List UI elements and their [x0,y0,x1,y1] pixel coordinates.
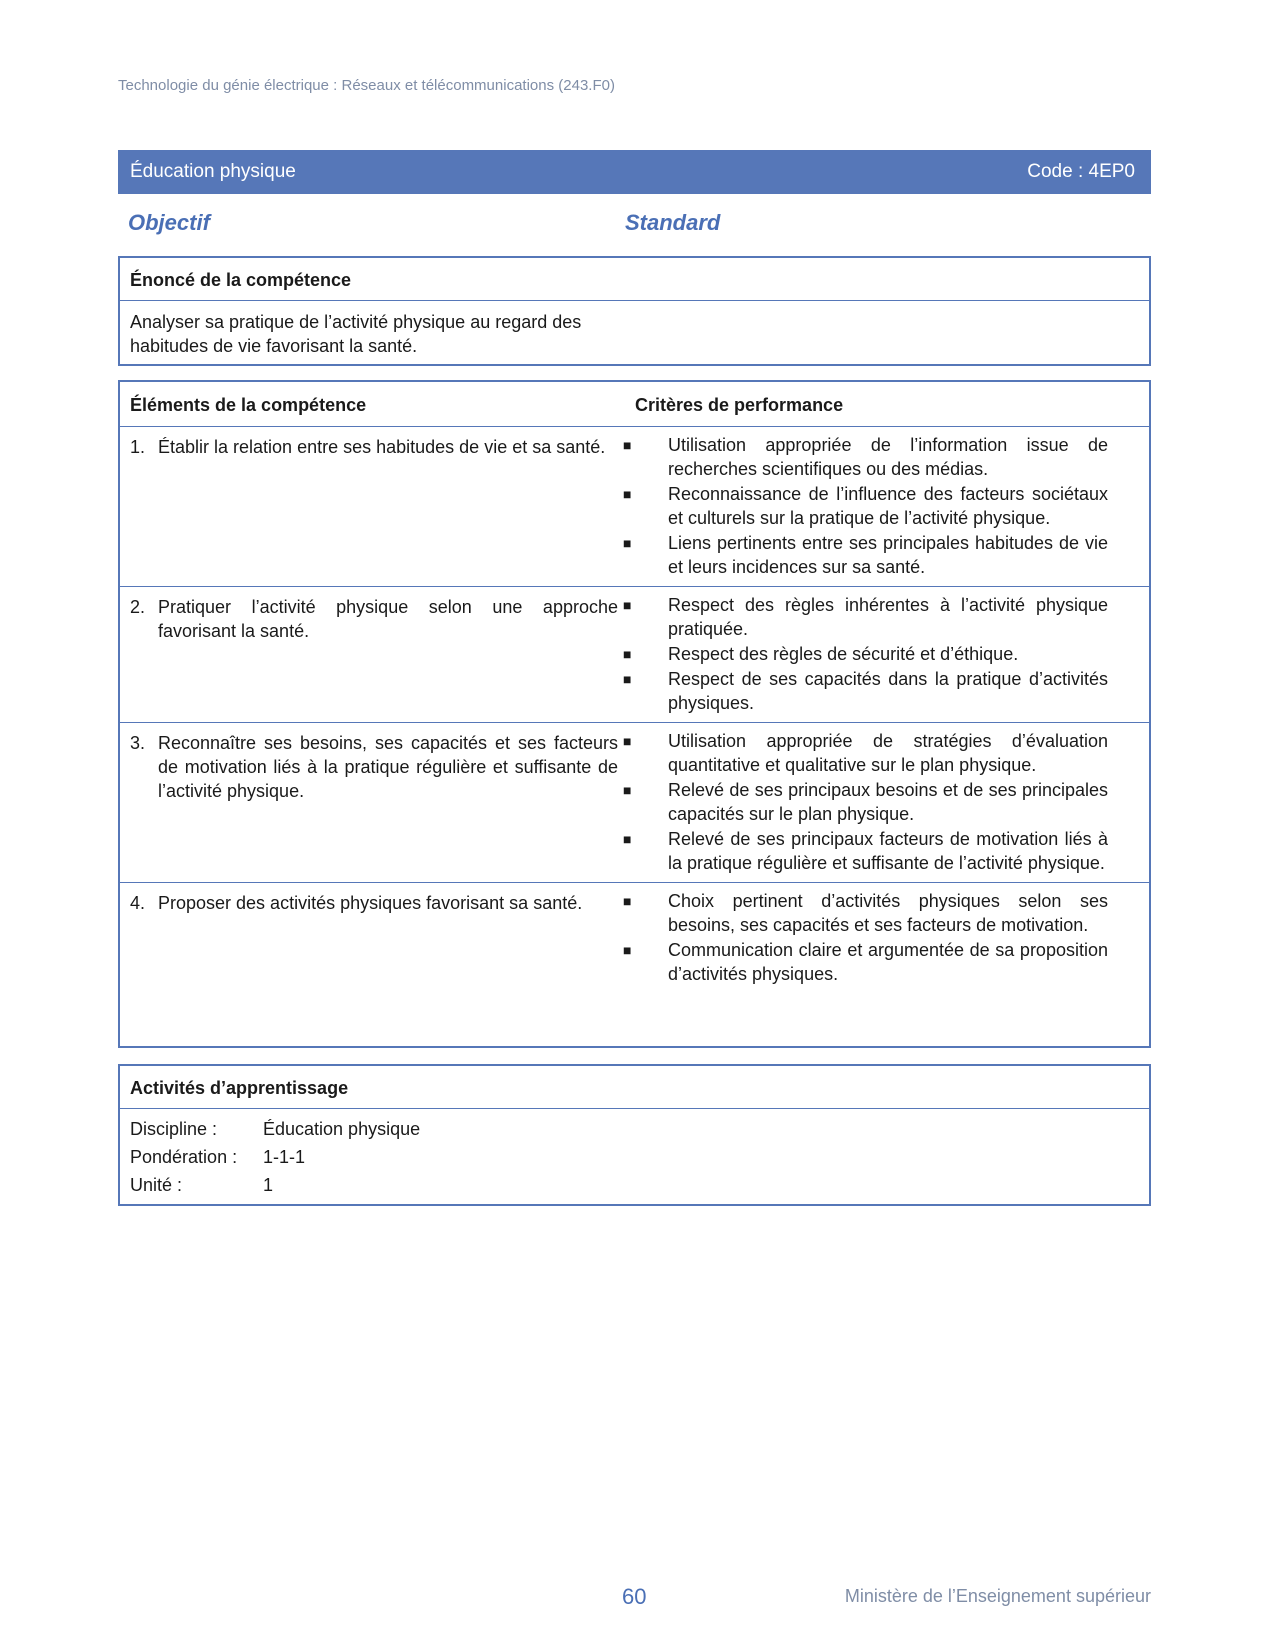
criterion-item [621,642,1111,666]
activities-heading: Activités d’apprentissage [120,1066,1149,1109]
standard-label: Standard [625,210,721,235]
ponderation-label: Pondération : [130,1147,238,1167]
bullet-icon: ■ [623,671,632,687]
table-body [120,427,1149,993]
criterion-item [621,827,1111,875]
criterion-text: Utilisation appropriée de stratégies d’évaluation quantitative et qualitative sur le plan physique. [668,731,1108,775]
statement-heading: Énoncé de la compétence [120,258,1149,301]
element-text: Pratiquer l’activité physique selon une approche favorisant la santé. [158,597,618,641]
objective-standard-row [128,210,1128,240]
running-head: Technologie du génie électrique : Réseaux et télécommunications (243.F0) [118,77,615,94]
discipline-value: Éducation physique [263,1119,421,1139]
criterion-item [621,729,1111,777]
criterion-item [621,433,1111,481]
criterion-item [621,938,1111,986]
unite-value: 1 [263,1175,274,1195]
table-row [120,883,1149,993]
element-cell [120,723,625,882]
course-banner [118,150,1151,194]
criteria-cell [621,587,1111,722]
bullet-icon: ■ [623,486,632,502]
bullet-icon: ■ [623,437,632,453]
col-criteria-header: Critères de performance [635,395,844,415]
element-text: Établir la relation entre ses habitudes de vie et sa santé. [158,437,606,457]
criterion-item [621,593,1111,641]
criterion-text: Communication claire et argumentée de sa proposition d’activités physiques. [668,940,1108,984]
bullet-icon: ■ [623,782,632,798]
element-number: 3. [130,733,146,753]
criterion-text: Relevé de ses principaux besoins et de ses principales capacités sur le plan physique. [668,780,1108,824]
bullet-icon: ■ [623,831,632,847]
criteria-cell [621,427,1111,586]
element-cell [120,427,625,586]
element-number: 2. [130,597,146,617]
criterion-text: Reconnaissance de l’influence des facteurs sociétaux et culturels sur la pratique de l’activité physique. [668,484,1108,528]
table-row [120,723,1149,883]
statement-box [118,256,1151,366]
table-row [120,587,1149,723]
criterion-text: Respect de ses capacités dans la pratique d’activités physiques. [668,669,1108,713]
bullet-icon: ■ [623,733,632,749]
criterion-item [621,531,1111,579]
element-number: 4. [130,893,146,913]
criteria-cell [621,883,1111,993]
activities-list [120,1109,1149,1205]
activities-box [118,1064,1151,1206]
ponderation-value: 1-1-1 [263,1147,306,1167]
competence-table [118,380,1151,1048]
course-code: Code : 4EP0 [1027,161,1135,182]
objectif-label: Objectif [128,210,210,235]
element-text: Reconnaître ses besoins, ses capacités et ses facteurs de motivation liés à la pratique régulière et suffisante de l’activité physique. [158,733,618,801]
course-title: Éducation physique [130,161,296,182]
bullet-icon: ■ [623,646,632,662]
criterion-text: Utilisation appropriée de l’information issue de recherches scientifiques ou des médias. [668,435,1108,479]
criteria-cell [621,723,1111,882]
table-row [120,427,1149,587]
criterion-text: Relevé de ses principaux facteurs de motivation liés à la pratique régulière et suffisante de l’activité physique. [668,829,1108,873]
discipline-line [130,1115,1139,1143]
element-text: Proposer des activités physiques favorisant sa santé. [158,893,583,913]
table-header [120,382,1149,427]
bullet-icon: ■ [623,597,632,613]
footer-ministry: Ministère de l’Enseignement supérieur [844,1586,1151,1606]
criterion-text: Liens pertinents entre ses principales habitudes de vie et leurs incidences sur sa santé. [668,533,1108,577]
bullet-icon: ■ [623,942,632,958]
element-cell [120,587,625,722]
bullet-icon: ■ [623,893,632,909]
unite-line [130,1171,1139,1199]
bullet-icon: ■ [623,535,632,551]
page-number: 60 [622,1584,647,1609]
criterion-item [621,889,1111,937]
criterion-item [621,482,1111,530]
criterion-item [621,667,1111,715]
element-number: 1. [130,437,146,457]
criterion-text: Respect des règles inhérentes à l’activité physique pratiquée. [668,595,1108,639]
criterion-text: Choix pertinent d’activités physiques selon ses besoins, ses capacités et ses facteurs de motivation. [668,891,1108,935]
ponderation-line [130,1143,1139,1171]
col-elements-header: Éléments de la compétence [130,395,367,415]
criterion-text: Respect des règles de sécurité et d’éthique. [668,644,1019,664]
statement-text: Analyser sa pratique de l’activité physique au regard des habitudes de vie favorisant la santé. [130,312,582,356]
criterion-item [621,778,1111,826]
discipline-label: Discipline : [130,1119,218,1139]
unite-label: Unité : [130,1175,183,1195]
element-cell [120,883,625,993]
